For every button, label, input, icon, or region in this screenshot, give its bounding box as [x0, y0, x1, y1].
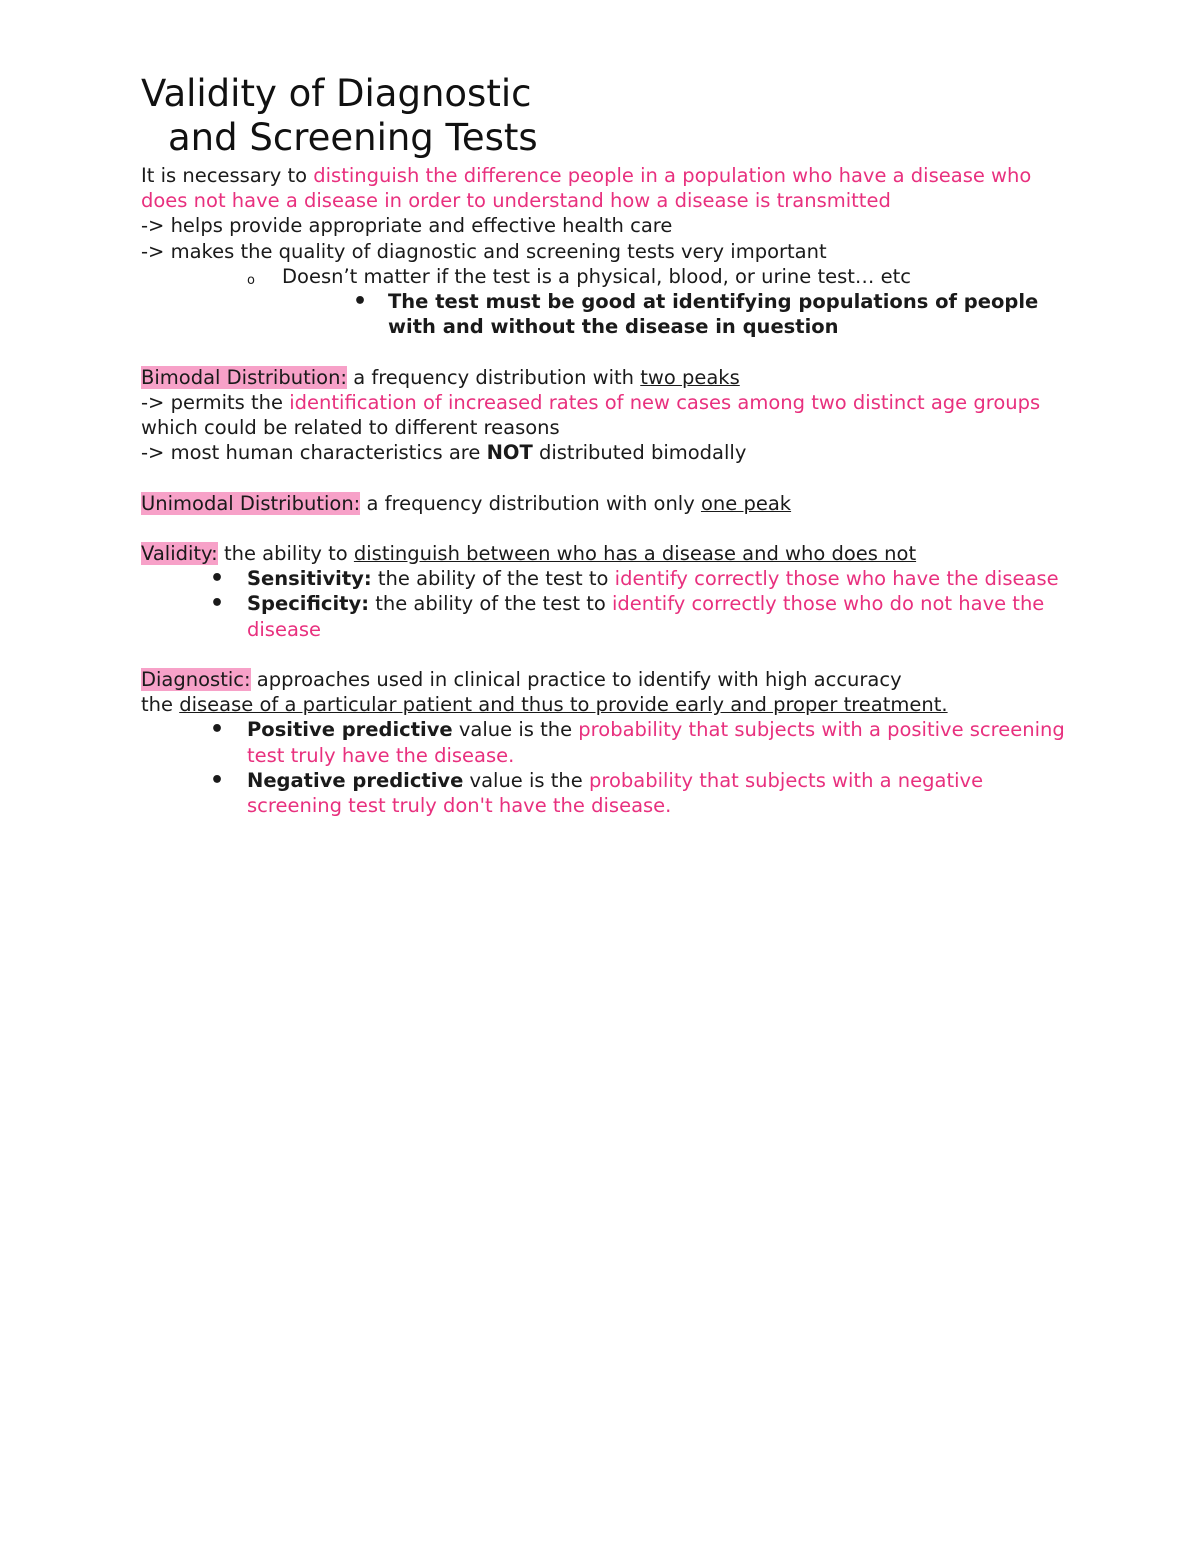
intro-highlight: distinguish the difference people in a population who have a disease who does not have a disease in order to understand how a disease is transmitted — [141, 164, 1032, 213]
document-page — [141, 72, 1081, 818]
unimodal-definition — [141, 491, 1081, 516]
unimodal-definition-text: a frequency distribution with only — [360, 491, 701, 515]
circle-bullet-icon: o — [247, 272, 255, 288]
emphasis-bullet-text: The test must be good at identifying populations of people with and without the disease in question — [388, 290, 1039, 339]
bimodal-most-bold: NOT — [486, 441, 533, 465]
sensitivity-pink: identify correctly those who have the disease — [614, 567, 1059, 591]
negative-predictive-pink: probability that subjects with a negative screening test truly don't have the disease. — [247, 768, 984, 818]
bullet-icon: • — [353, 289, 368, 315]
intro-lead: It is necessary to — [141, 164, 314, 187]
sensitivity-bullet — [141, 566, 1081, 591]
negative-predictive-bullet — [141, 768, 1081, 818]
bimodal-underlined: two peaks — [640, 365, 740, 389]
positive-predictive-bullet — [141, 717, 1081, 767]
unimodal-term: Unimodal Distribution: — [141, 491, 361, 515]
bimodal-permits-lead: -> permits the — [141, 390, 290, 414]
bimodal-permits-tail: which could be related to different reasons — [141, 416, 560, 440]
bimodal-permits-pink: identification of increased rates of new cases among two distinct age groups — [289, 390, 1041, 414]
bimodal-most-tail: distributed bimodally — [532, 441, 747, 465]
unimodal-underlined: one peak — [700, 491, 792, 515]
bimodal-definition — [141, 365, 1081, 390]
diagnostic-underlined: disease of a particular patient and thus to provide early and proper treatment. — [179, 693, 948, 717]
diagnostic-definition — [141, 667, 1081, 692]
specificity-term: Specificity: — [247, 592, 369, 616]
diagnostic-term: Diagnostic: — [141, 668, 251, 691]
bullet-icon: • — [210, 767, 225, 793]
intro-paragraph — [141, 163, 1081, 213]
document-title — [141, 72, 1081, 160]
bimodal-term: Bimodal Distribution: — [141, 365, 347, 389]
diagnostic-definition-line-2 — [141, 692, 1081, 717]
diagnostic-line2-lead: the — [141, 693, 180, 717]
sensitivity-plain: the ability of the test to — [371, 567, 615, 591]
validity-definition — [141, 541, 1081, 566]
sub-list-item-text: Doesn’t matter if the test is a physical, blood, or urine test… etc — [282, 264, 911, 288]
diagnostic-definition-text: approaches used in clinical practice to identify with high accuracy — [250, 668, 902, 691]
spacer — [141, 642, 1081, 667]
bullet-icon: • — [210, 566, 225, 592]
title-line-2: and Screening Tests — [168, 116, 538, 159]
bullet-icon: • — [210, 591, 225, 617]
specificity-bullet — [141, 591, 1081, 641]
positive-predictive-pink: probability that subjects with a positive screening test truly have the disease. — [247, 718, 1065, 767]
bimodal-definition-text: a frequency distribution with — [347, 365, 641, 389]
bimodal-most — [141, 440, 1081, 465]
positive-predictive-term: Positive predictive — [247, 718, 453, 742]
negative-predictive-plain: value is the — [463, 768, 589, 792]
sub-list-item — [141, 264, 1081, 289]
specificity-pink: identify correctly those who do not have the disease — [247, 592, 1045, 641]
spacer — [141, 516, 1081, 541]
validity-term: Validity: — [141, 542, 218, 565]
spacer — [141, 339, 1081, 364]
validity-definition-text: the ability to — [217, 542, 354, 565]
emphasis-bullet — [141, 289, 1081, 339]
sensitivity-term: Sensitivity: — [247, 567, 372, 591]
spacer — [141, 465, 1081, 490]
arrow-line-health-care: -> helps provide appropriate and effective health care — [141, 214, 673, 238]
bimodal-most-lead: -> most human characteristics are — [141, 441, 487, 465]
positive-predictive-plain: value is the — [452, 718, 579, 742]
arrow-line-quality: -> makes the quality of diagnostic and screening tests very important — [141, 239, 827, 263]
title-line-1: Validity of Diagnostic — [141, 72, 532, 115]
specificity-plain: the ability of the test to — [369, 592, 612, 616]
bullet-icon: • — [210, 717, 225, 743]
negative-predictive-term: Negative predictive — [247, 768, 464, 792]
validity-underlined: distinguish between who has a disease and who does not — [353, 542, 917, 565]
bimodal-permits — [141, 390, 1081, 440]
